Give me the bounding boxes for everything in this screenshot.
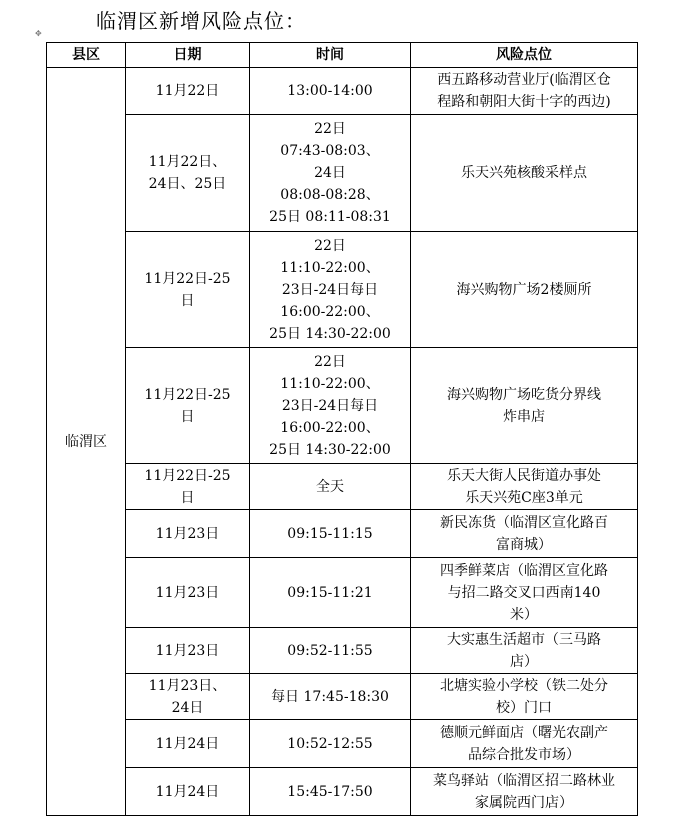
date-cell — [126, 348, 250, 464]
date-cell-line: 日 — [180, 292, 195, 309]
date-cell — [126, 68, 250, 115]
location-cell-line: 海兴购物广场2楼厕所 — [456, 281, 592, 298]
location-cell-line: 与招二路交叉口西南140 — [447, 584, 601, 601]
date-cell — [126, 558, 250, 628]
table-row — [47, 115, 638, 232]
location-cell-line: 新民冻货（临渭区宣化路百 — [440, 514, 608, 531]
location-cell — [411, 720, 638, 768]
risk-locations-table — [46, 42, 638, 816]
time-cell-line: 10:52-12:55 — [287, 735, 373, 752]
time-cell-line: 全天 — [316, 478, 344, 495]
time-cell — [250, 720, 411, 768]
date-cell-line: 11月23日 — [155, 642, 220, 659]
date-cell-line: 11月24日 — [155, 735, 220, 752]
date-cell-line: 11月23日 — [155, 525, 220, 542]
location-cell-line: 程路和朝阳大街十字的西边) — [437, 94, 611, 110]
time-cell-line: 23日-24日每日 — [281, 397, 379, 414]
location-cell — [411, 115, 638, 232]
time-cell-line: 22日 — [314, 121, 346, 137]
date-cell-line: 11月22日-25 — [144, 270, 231, 287]
location-cell-line: 菜鸟驿站（临渭区招二路林业 — [433, 772, 615, 789]
date-cell-line: 24日 — [171, 699, 204, 716]
header-county: 县区 — [47, 43, 126, 68]
location-cell — [411, 68, 638, 115]
time-cell — [250, 232, 411, 348]
date-cell — [126, 510, 250, 558]
time-cell-line: 25日 14:30-22:00 — [269, 325, 391, 342]
header-time: 时间 — [250, 43, 411, 68]
time-cell-line: 11:10-22:00、 — [280, 259, 380, 276]
location-cell-line: 炸串店 — [503, 408, 545, 425]
date-cell-line: 11月24日 — [155, 783, 220, 800]
header-date: 日期 — [126, 43, 250, 68]
time-cell-line: 每日 17:45-18:30 — [271, 688, 389, 705]
table-row — [47, 68, 638, 115]
time-cell — [250, 510, 411, 558]
time-cell — [250, 674, 411, 720]
table-row — [47, 674, 638, 720]
date-cell — [126, 628, 250, 674]
time-cell — [250, 768, 411, 816]
time-cell — [250, 115, 411, 232]
date-cell — [126, 464, 250, 510]
location-cell-line: 校）门口 — [496, 699, 552, 716]
location-cell-line: 品综合批发市场） — [468, 746, 580, 763]
location-cell-line: 乐天大街人民街道办事处 — [447, 467, 601, 484]
time-cell-line: 15:45-17:50 — [287, 783, 373, 800]
table-row — [47, 628, 638, 674]
date-cell — [126, 674, 250, 720]
date-cell-line: 11月23日 — [155, 584, 220, 601]
time-cell-line: 23日-24日每日 — [281, 281, 379, 298]
location-cell-line: 乐天兴苑C座3单元 — [465, 489, 583, 506]
time-cell-line: 09:15-11:15 — [287, 525, 373, 542]
time-cell — [250, 558, 411, 628]
location-cell-line: 西五路移动营业厅(临渭区仓 — [437, 72, 611, 88]
page-title: 临渭区新增风险点位： — [96, 9, 306, 33]
time-cell-line: 16:00-22:00、 — [280, 419, 380, 436]
time-cell — [250, 348, 411, 464]
date-cell-line: 11月22日-25 — [144, 467, 231, 484]
location-cell — [411, 768, 638, 816]
time-cell-line: 09:15-11:21 — [287, 584, 373, 601]
time-cell-line: 22日 — [314, 353, 346, 370]
table-row — [47, 558, 638, 628]
date-cell-line: 24日、25日 — [148, 176, 227, 192]
location-cell — [411, 510, 638, 558]
location-cell-line: 米） — [510, 606, 538, 623]
location-cell-line: 海兴购物广场吃货分界线 — [447, 386, 601, 403]
location-cell — [411, 674, 638, 720]
table-row — [47, 464, 638, 510]
location-cell-line: 北塘实验小学校（铁二处分 — [440, 677, 608, 694]
time-cell-line: 13:00-14:00 — [287, 83, 373, 99]
location-cell-line: 家属院西门店） — [475, 794, 573, 811]
location-cell — [411, 348, 638, 464]
date-cell — [126, 720, 250, 768]
date-cell — [126, 232, 250, 348]
table-header-row — [47, 43, 638, 68]
date-cell-line: 11月22日-25 — [144, 386, 231, 403]
date-cell-line: 11月22日、 — [148, 154, 227, 170]
time-cell — [250, 68, 411, 115]
county-cell: 临渭区 — [47, 68, 126, 816]
time-cell — [250, 464, 411, 510]
location-cell — [411, 628, 638, 674]
date-cell — [126, 768, 250, 816]
date-cell-line: 11月23日、 — [148, 677, 227, 694]
time-cell-line: 16:00-22:00、 — [280, 303, 380, 320]
table-row — [47, 768, 638, 816]
header-location: 风险点位 — [411, 43, 638, 68]
table-row — [47, 510, 638, 558]
date-cell-line: 日 — [180, 408, 195, 425]
location-cell — [411, 232, 638, 348]
time-cell-line: 25日 08:11-08:31 — [269, 209, 391, 225]
location-cell — [411, 464, 638, 510]
date-cell — [126, 115, 250, 232]
location-cell-line: 店） — [510, 653, 538, 670]
table-row — [47, 720, 638, 768]
date-cell-line: 11月22日 — [155, 83, 220, 99]
date-cell-line: 日 — [180, 489, 195, 506]
time-cell-line: 11:10-22:00、 — [280, 375, 380, 392]
location-cell-line: 富商城） — [496, 536, 552, 553]
table-move-handle-icon[interactable]: ✥ — [35, 29, 42, 38]
location-cell-line: 乐天兴苑核酸采样点 — [461, 165, 587, 181]
time-cell-line: 09:52-11:55 — [287, 642, 373, 659]
time-cell-line: 24日 — [314, 165, 346, 181]
time-cell-line: 25日 14:30-22:00 — [269, 441, 391, 458]
time-cell — [250, 628, 411, 674]
time-cell-line: 08:08-08:28、 — [280, 187, 380, 203]
location-cell — [411, 558, 638, 628]
location-cell-line: 四季鲜菜店（临渭区宣化路 — [440, 562, 608, 579]
table-row — [47, 348, 638, 464]
table-row — [47, 232, 638, 348]
location-cell-line: 德顺元鲜面店（曙光农副产 — [440, 724, 608, 741]
location-cell-line: 大实惠生活超市（三马路 — [447, 631, 601, 648]
time-cell-line: 22日 — [314, 237, 346, 254]
time-cell-line: 07:43-08:03、 — [280, 143, 380, 159]
